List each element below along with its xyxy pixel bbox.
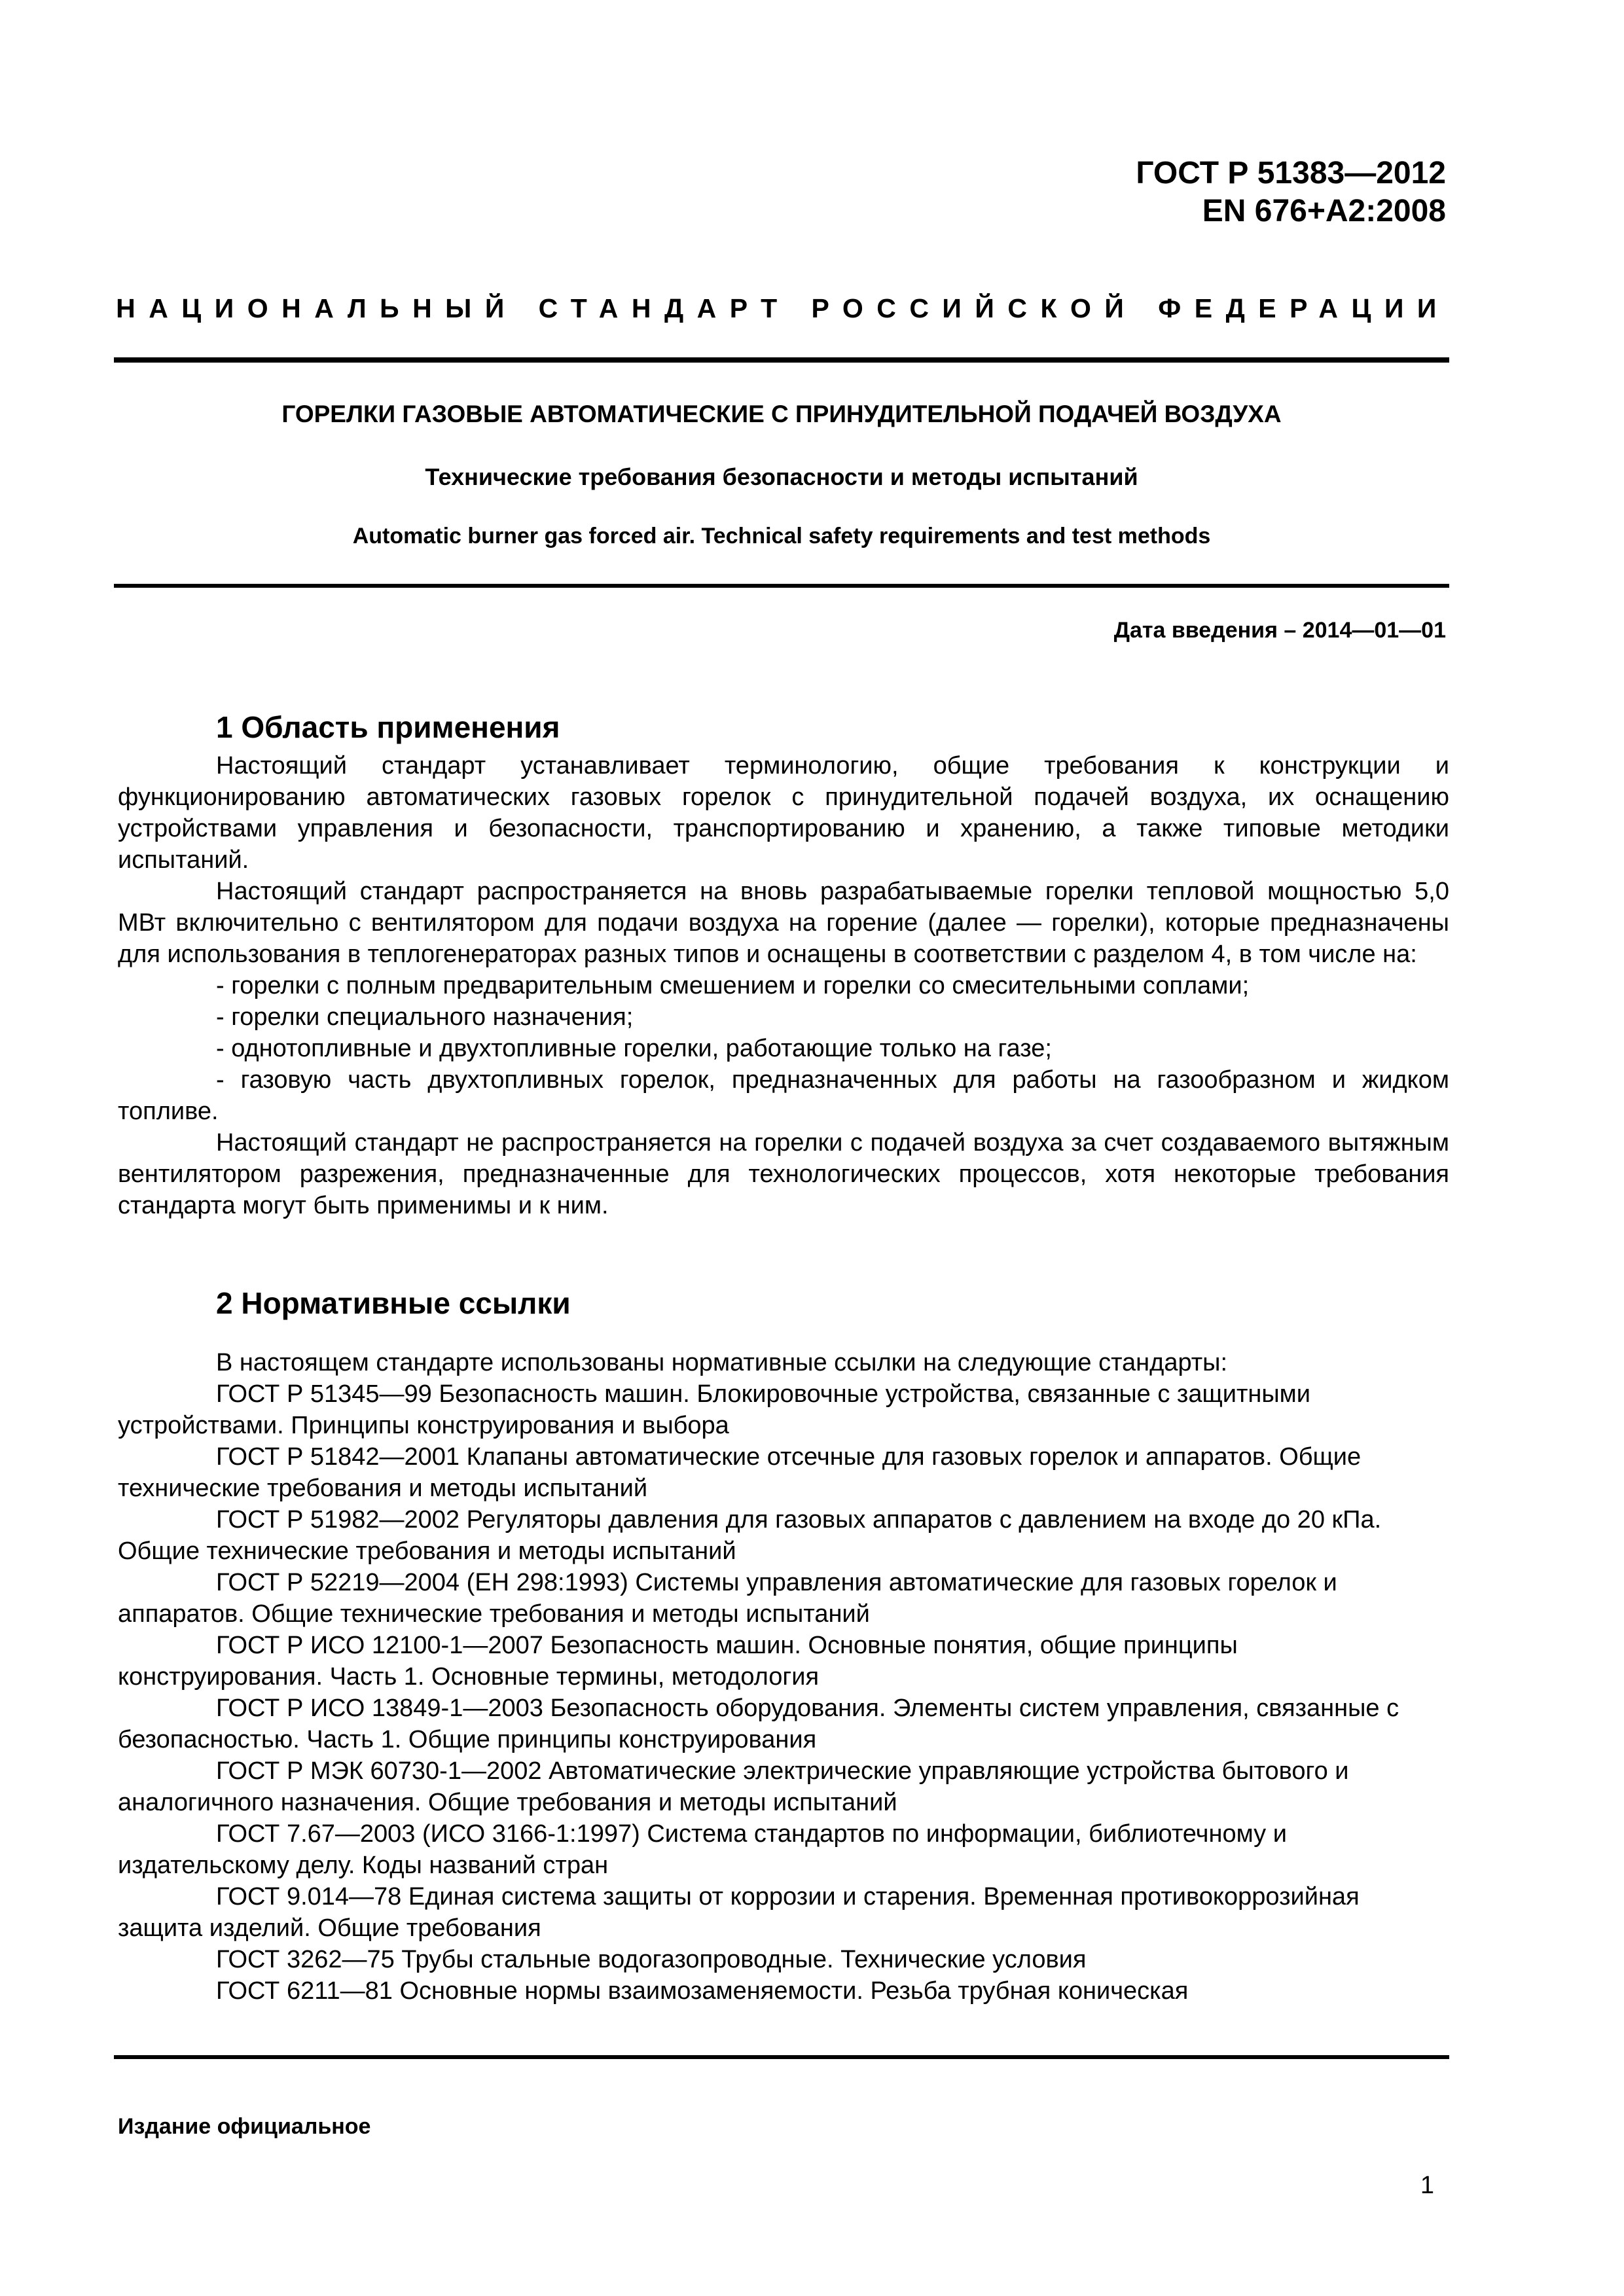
title-rule <box>114 584 1449 588</box>
reference-item: ГОСТ Р 51842—2001 Клапаны автоматические отсечные для газовых горелок и аппаратов. Общие технические требования и методы испытаний <box>118 1443 1362 1502</box>
footer-rule <box>114 2055 1449 2059</box>
section-1-paragraph-1: Настоящий стандарт устанавливает терминологию, общие требования к конструкции и функционированию автоматических газовых горелок с принудительной подачей воздуха, их оснащению устройствами управления и безопасности, транспортированию и хранению, а также типовые методики испытаний. <box>118 752 1449 874</box>
section-1-paragraph-3: Настоящий стандарт не распространяется на горелки с подачей воздуха за счет создаваемого вытяжным вентилятором разрежения, предназначенные для технологических процессов, хотя некоторые требования стандарта могут быть применимы и к ним. <box>118 1129 1449 1219</box>
section-1-list-item: - однотопливные и двухтопливные горелки, работающие только на газе; <box>216 1035 1052 1062</box>
standard-code-gost: ГОСТ Р 51383—2012 <box>1136 156 1446 190</box>
section-1-list-item: - горелки с полным предварительным смешением и горелки со смесительными соплами; <box>216 972 1250 999</box>
top-rule <box>114 357 1449 363</box>
section-1-heading: 1 Область применения <box>216 710 560 744</box>
standard-code <box>1136 154 1446 230</box>
reference-item: ГОСТ Р 52219—2004 (ЕН 298:1993) Системы управления автоматические для газовых горелок и аппаратов. Общие технические требования и методы испытаний <box>118 1569 1337 1628</box>
section-1-list-item: - газовую часть двухтопливных горелок, предназначенных для работы на газообразном и жидком топливе. <box>118 1066 1449 1125</box>
section-1-list-item: - горелки специального назначения; <box>216 1003 634 1031</box>
section-2-body <box>118 1347 1449 2007</box>
reference-item: ГОСТ Р 51345—99 Безопасность машин. Блокировочные устройства, связанные с защитными устройствами. Принципы конструирования и выбора <box>118 1380 1310 1439</box>
reference-item: ГОСТ 6211—81 Основные нормы взаимозаменяемости. Резьба трубная коническая <box>216 1977 1189 2005</box>
national-standard-banner: НАЦИОНАЛЬНЫЙ СТАНДАРТ РОССИЙСКОЙ ФЕДЕРАЦИИ <box>116 293 1450 323</box>
reference-item: ГОСТ 7.67—2003 (ИСО 3166-1:1997) Система стандартов по информации, библиотечному и издательскому делу. Коды названий стран <box>118 1820 1287 1879</box>
reference-item: ГОСТ 3262—75 Трубы стальные водогазопроводные. Технические условия <box>216 1946 1087 1973</box>
introduction-date: Дата введения – 2014—01—01 <box>1113 618 1446 643</box>
section-2-intro: В настоящем стандарте использованы нормативные ссылки на следующие стандарты: <box>216 1349 1228 1376</box>
section-2-heading: 2 Нормативные ссылки <box>216 1286 571 1320</box>
reference-item: ГОСТ 9.014—78 Единая система защиты от коррозии и старения. Временная противокоррозийная защита изделий. Общие требования <box>118 1883 1360 1942</box>
reference-item: ГОСТ Р ИСО 12100-1—2007 Безопасность машин. Основные понятия, общие принципы конструирования. Часть 1. Основные термины, методология <box>118 1632 1238 1691</box>
standard-code-en: EN 676+A2:2008 <box>1202 194 1446 228</box>
document-english-title: Automatic burner gas forced air. Technical safety requirements and test methods <box>352 524 1211 548</box>
official-edition-label: Издание официальное <box>118 2114 371 2139</box>
reference-item: ГОСТ Р ИСО 13849-1—2003 Безопасность оборудования. Элементы систем управления, связанные с безопасностью. Часть 1. Общие принципы конструирования <box>118 1695 1399 1753</box>
document-title: ГОРЕЛКИ ГАЗОВЫЕ АВТОМАТИЧЕСКИЕ С ПРИНУДИТЕЛЬНОЙ ПОДАЧЕЙ ВОЗДУХА <box>281 401 1282 427</box>
reference-item: ГОСТ Р МЭК 60730-1—2002 Автоматические электрические управляющие устройства бытового и аналогичного назначения. Общие требования и методы испытаний <box>118 1757 1349 1816</box>
section-1-paragraph-2: Настоящий стандарт распространяется на вновь разрабатываемые горелки тепловой мощностью 5,0 МВт включительно с вентилятором для подачи воздуха на горение (далее — горелки), которые предназначены для использования в теплогенераторах разных типов и оснащены в соответствии с разделом 4, в том числе на: <box>118 878 1449 968</box>
page-number: 1 <box>1420 2172 1434 2199</box>
reference-item: ГОСТ Р 51982—2002 Регуляторы давления для газовых аппаратов с давлением на входе до 20 кПа. Общие технические требования и методы испытаний <box>118 1506 1382 1565</box>
section-1-body <box>118 750 1449 1221</box>
document-subtitle: Технические требования безопасности и методы испытаний <box>425 463 1138 490</box>
